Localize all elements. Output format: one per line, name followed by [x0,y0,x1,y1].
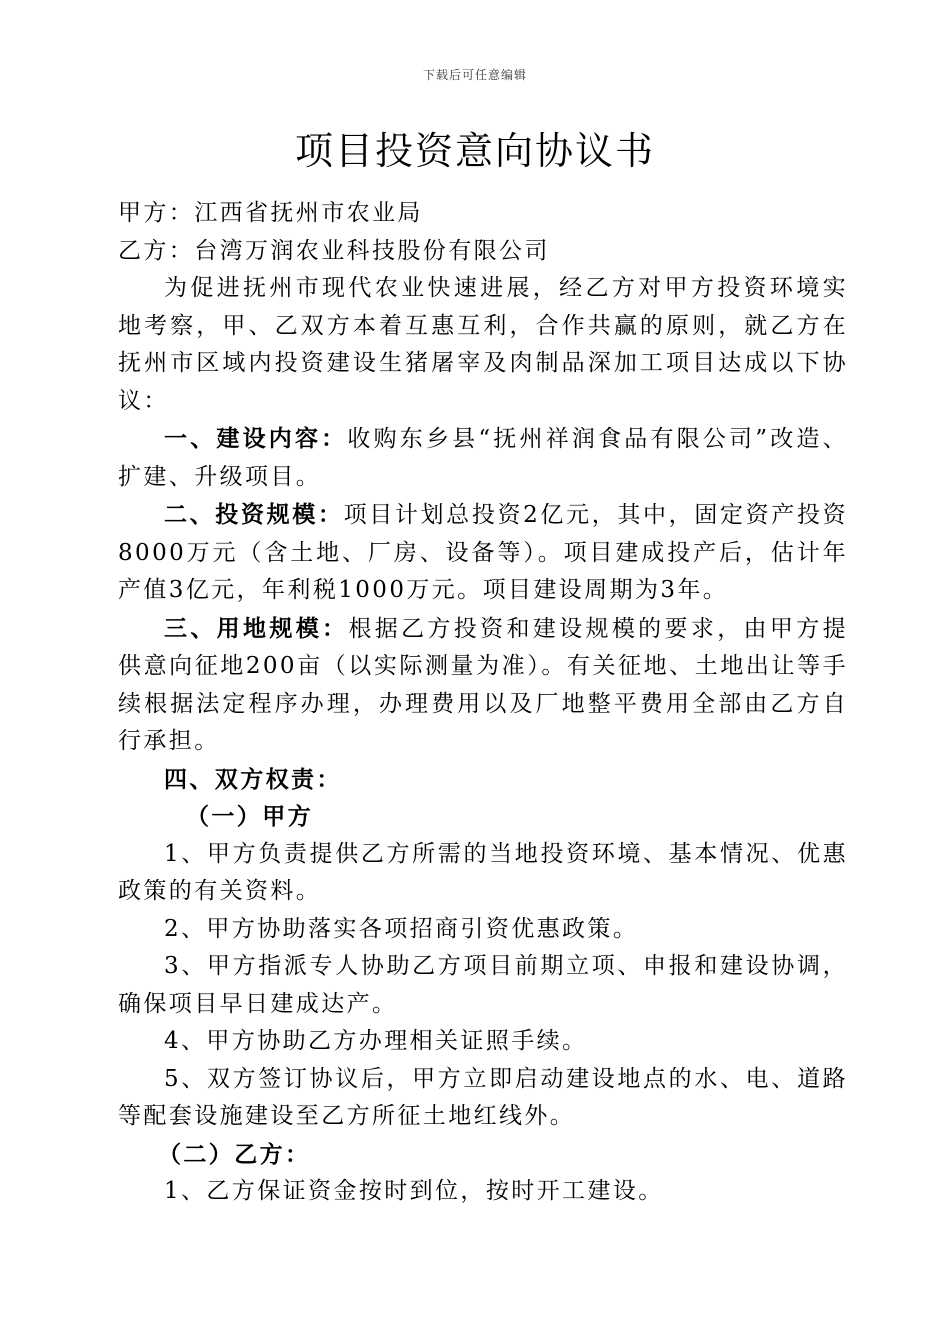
section-heading: 三、用地规模： [164,614,349,642]
party-a-item: 2、甲方协助落实各项招商引资优惠政策。 [164,915,639,942]
section-heading: 二、投资规模： [164,501,344,528]
header-note: 下载后可任意编辑 [422,68,527,82]
section-heading: 一、建设内容： [164,425,348,452]
section-text: 收购东乡县“抚州祥润食品有限公司”改造、扩建、升级项目。 [118,426,848,490]
party-b-item: 1、乙方保证资金按时到位，按时开工建设。 [164,1178,664,1204]
intro-paragraph: 为促进抚州市现代农业快速进展，经乙方对甲方投资环境实地考察，甲、乙双方本着互惠互利，合作共赢的原则，就乙方在抚州市区域内投资建设生猪屠宰及肉制品深加工项目达成以下协议： [118,275,848,414]
section-investment-scale [118,496,848,610]
party-a-subheading: （一）甲方 [186,803,313,830]
agreement-body [118,195,848,1211]
party-a-line: 甲方：江西省抚州市农业局 [118,200,423,226]
section-text: 根据乙方投资和建设规模的要求，由甲方提供意向征地200亩（以实际测量为准）。有关征地、土地出让等手续根据法定程序办理，办理费用以及厂地整平费用全部由乙方自行承担。 [118,615,848,754]
party-b-subheading: （二）乙方： [158,1140,311,1168]
section-rights-heading: 四、双方权责： [164,765,342,793]
party-b-line: 乙方：台湾万润农业科技股份有限公司 [118,237,550,264]
party-a-item: 4、甲方协助乙方办理相关证照手续。 [164,1028,588,1054]
party-a-item: 3、甲方指派专人协助乙方项目前期立项、申报和建设协调，确保项目早日建成达产。 [118,953,848,1017]
party-a-item: 1、甲方负责提供乙方所需的当地投资环境、基本情况、优惠政策的有关资料。 [118,840,848,904]
party-a-item: 5、双方签订协议后，甲方立即启动建设地点的水、电、道路等配套设施建设至乙方所征土地红线外。 [118,1065,848,1129]
document-title: 项目投资意向协议书 [294,129,655,173]
section-construction-content [118,420,848,496]
section-text: 项目计划总投资2亿元，其中，固定资产投资8000万元（含土地、厂房、设备等）。项目建成投产后，估计年产值3亿元，年利税1000万元。项目建设周期为3年。 [118,502,848,603]
section-land-scale [118,610,848,761]
